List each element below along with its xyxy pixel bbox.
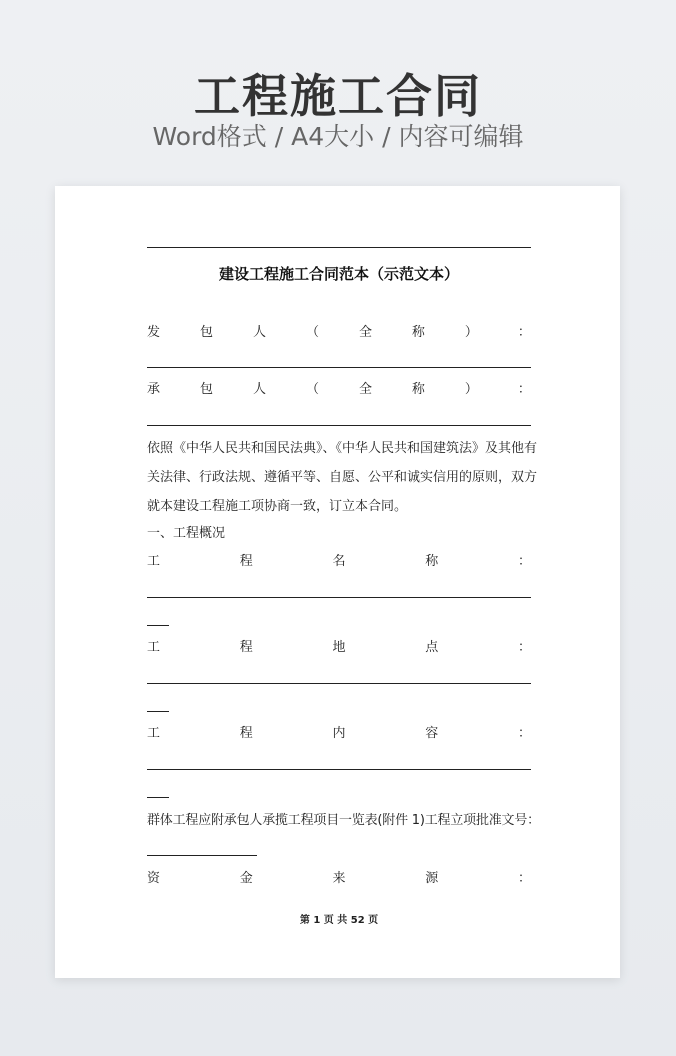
label-char: 工	[147, 726, 161, 741]
label-char: ）	[464, 325, 478, 340]
label-char: 资	[147, 871, 161, 886]
label-char: ）	[464, 382, 478, 397]
label-char: 点	[425, 640, 439, 655]
label-char: 工	[147, 640, 161, 655]
project-content-fill-line-cont	[147, 797, 169, 798]
label-char: 人	[252, 325, 266, 340]
label-char: ：	[517, 554, 531, 569]
project-content-fill-line[interactable]	[147, 769, 531, 770]
label-char: 发	[147, 325, 161, 340]
document-title: 建设工程施工合同范本（示范文本）	[218, 265, 459, 283]
label-char: 全	[358, 325, 372, 340]
project-location-fill-line[interactable]	[147, 683, 531, 684]
label-char: 地	[332, 640, 346, 655]
label-char: 来	[332, 871, 346, 886]
label-char: （	[305, 325, 319, 340]
paragraph-line: 依照《中华人民共和国民法典》、《中华人民共和国建筑法》及其他有	[147, 441, 538, 456]
label-char: 名	[332, 554, 346, 569]
banner-subtitle: Word格式 / A4大小 / 内容可编辑	[152, 122, 524, 151]
funding-source-label	[147, 870, 531, 888]
label-char: 程	[239, 640, 253, 655]
group-project-line: 群体工程应附承包人承揽工程项目一览表(附件 1)工程立项批准文号：	[147, 813, 540, 828]
approval-number-fill-line[interactable]	[147, 855, 257, 856]
banner-title: 工程施工合同	[194, 69, 482, 123]
label-char: 内	[332, 726, 346, 741]
section-heading: 一、工程概况	[147, 526, 226, 541]
paragraph-line: 关法律、行政法规、遵循平等、自愿、公平和诚实信用的原则，双方	[147, 470, 538, 485]
label-char: 金	[239, 871, 253, 886]
project-name-label	[147, 553, 531, 571]
party-b-fill-line[interactable]	[147, 425, 531, 426]
project-name-fill-line-cont	[147, 625, 169, 626]
page-footer: 第 1 页 共 52 页	[299, 915, 379, 926]
label-char: 称	[425, 554, 439, 569]
label-char: 称	[411, 325, 425, 340]
label-char: 程	[239, 554, 253, 569]
header-rule	[147, 247, 531, 248]
party-a-fill-line[interactable]	[147, 367, 531, 368]
party-a-label	[147, 324, 531, 342]
project-location-fill-line-cont	[147, 711, 169, 712]
label-char: 承	[147, 382, 161, 397]
label-char: 工	[147, 554, 161, 569]
document-page	[55, 186, 620, 978]
label-char: ：	[517, 382, 531, 397]
label-char: 人	[252, 382, 266, 397]
label-char: 称	[411, 382, 425, 397]
label-char: ：	[517, 871, 531, 886]
label-char: （	[305, 382, 319, 397]
project-content-label	[147, 725, 531, 743]
project-name-fill-line[interactable]	[147, 597, 531, 598]
party-b-label	[147, 381, 531, 399]
label-char: 源	[425, 871, 439, 886]
label-char: 包	[199, 382, 213, 397]
project-location-label	[147, 639, 531, 657]
paragraph-line: 就本建设工程施工项协商一致，订立本合同。	[147, 499, 408, 514]
label-char: 容	[425, 726, 439, 741]
label-char: ：	[517, 640, 531, 655]
label-char: ：	[517, 325, 531, 340]
label-char: ：	[517, 726, 531, 741]
label-char: 程	[239, 726, 253, 741]
label-char: 全	[358, 382, 372, 397]
label-char: 包	[199, 325, 213, 340]
